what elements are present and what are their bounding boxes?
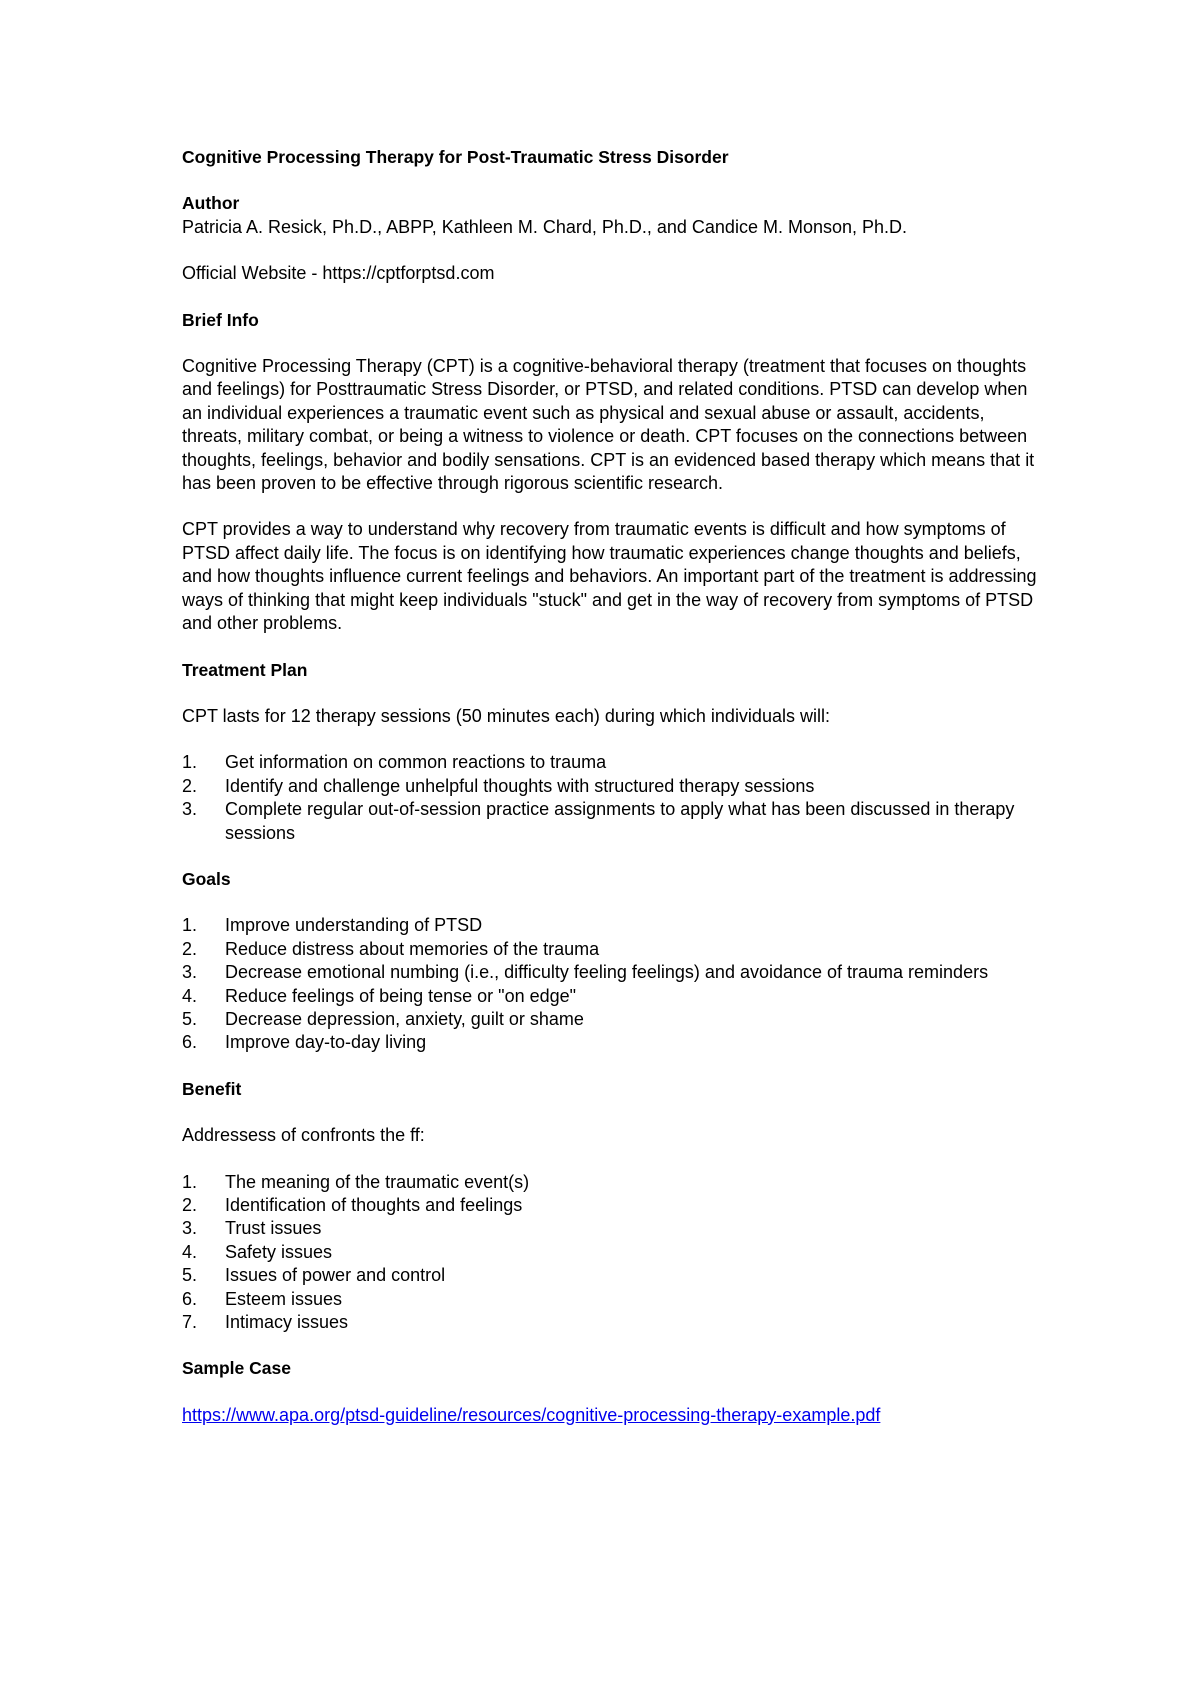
list-item (182, 914, 1042, 937)
list-item-number: 6. (182, 1288, 198, 1309)
list-item (182, 1194, 1042, 1217)
list-item (182, 961, 1042, 984)
document-title: Cognitive Processing Therapy for Post-Traumatic Stress Disorder (182, 147, 729, 167)
list-item-text: Get information on common reactions to trauma (225, 752, 607, 773)
treatment-plan-intro: CPT lasts for 12 therapy sessions (50 minutes each) during which individuals will: (182, 705, 830, 726)
list-item (182, 985, 1042, 1008)
benefit-intro: Addressess of confronts the ff: (182, 1125, 425, 1146)
brief-info-paragraph-1: Cognitive Processing Therapy (CPT) is a cognitive-behavioral therapy (treatment that focuses on thoughts and feelings) for Posttraumatic Stress Disorder, or PTSD, and related conditions. PTSD can develop when an individual experiences a traumatic event such as physical and sexual abuse or assault, accidents, threats, military combat, or being a witness to violence or death. CPT focuses on the connections between thoughts, feelings, behavior and bodily sensations. CPT is an evidenced based therapy which means that it has been proven to be effective through rigorous scientific research. (182, 356, 1035, 494)
list-item-number: 4. (182, 985, 198, 1006)
list-item-number: 1. (182, 1171, 198, 1192)
brief-info-heading: Brief Info (182, 309, 259, 330)
list-item-text: Decrease emotional numbing (i.e., difficulty feeling feelings) and avoidance of trauma reminders (225, 962, 989, 983)
list-item (182, 1288, 1042, 1311)
list-item-text: Intimacy issues (225, 1312, 349, 1333)
document-page (182, 146, 1042, 1427)
list-item (182, 1264, 1042, 1287)
list-item (182, 1171, 1042, 1194)
list-item-number: 2. (182, 1195, 198, 1215)
list-item-number: 5. (182, 1265, 198, 1286)
brief-info-paragraph-2: CPT provides a way to understand why recovery from traumatic events is difficult and how symptoms of PTSD affect daily life. The focus is on identifying how traumatic experiences change thoughts and beliefs, and how thoughts influence current feelings and behaviors. An important part of the treatment is addressing ways of thinking that might keep individuals "stuck" and get in the way of recovery from symptoms of PTSD and other problems. (182, 519, 1037, 634)
list-item-text: Identification of thoughts and feelings (225, 1195, 523, 1215)
list-item-text: Identify and challenge unhelpful thoughts with structured therapy sessions (225, 775, 815, 796)
list-item-number: 5. (182, 1008, 198, 1029)
sample-case-heading: Sample Case (182, 1358, 291, 1379)
list-item-text: Esteem issues (225, 1288, 343, 1309)
list-item-number: 1. (182, 752, 198, 773)
list-item-text: The meaning of the traumatic event(s) (225, 1171, 530, 1192)
list-item-number: 3. (182, 962, 198, 983)
list-item-number: 3. (182, 1218, 198, 1239)
list-item (182, 1241, 1042, 1264)
benefit-list (182, 1171, 1042, 1335)
list-item-number: 2. (182, 775, 198, 796)
list-item (182, 1008, 1042, 1031)
list-item-number: 1. (182, 915, 198, 936)
sample-case-link[interactable]: https://www.apa.org/ptsd-guideline/resources/cognitive-processing-therapy-example.pdf (182, 1404, 881, 1425)
list-item (182, 1217, 1042, 1240)
benefit-heading: Benefit (182, 1078, 242, 1099)
list-item-number: 7. (182, 1312, 198, 1333)
list-item-text: Improve understanding of PTSD (225, 915, 483, 936)
list-item (182, 938, 1042, 961)
list-item-number: 3. (182, 799, 198, 820)
list-item-number: 4. (182, 1241, 198, 1262)
goals-list (182, 914, 1042, 1054)
list-item-text: Safety issues (225, 1241, 333, 1262)
list-item-text: Reduce distress about memories of the trauma (225, 938, 600, 959)
list-item-text: Reduce feelings of being tense or "on edge" (225, 985, 577, 1006)
list-item-text: Complete regular out-of-session practice assignments to apply what has been discussed in therapy sessions (225, 799, 1015, 843)
author-heading: Author (182, 193, 240, 214)
official-website: Official Website - https://cptforptsd.com (182, 263, 495, 284)
list-item-text: Improve day-to-day living (225, 1032, 427, 1053)
list-item-text: Decrease depression, anxiety, guilt or shame (225, 1008, 584, 1029)
list-item-number: 6. (182, 1032, 198, 1053)
treatment-plan-heading: Treatment Plan (182, 659, 308, 680)
list-item (182, 775, 1042, 798)
treatment-plan-list (182, 751, 1042, 845)
list-item-text: Issues of power and control (225, 1265, 446, 1286)
list-item-number: 2. (182, 938, 198, 959)
list-item (182, 1031, 1042, 1054)
goals-heading: Goals (182, 868, 231, 889)
author-names: Patricia A. Resick, Ph.D., ABPP, Kathleen M. Chard, Ph.D., and Candice M. Monson, Ph.D. (182, 216, 908, 237)
list-item (182, 1311, 1042, 1334)
list-item (182, 751, 1042, 774)
list-item (182, 798, 1042, 845)
list-item-text: Trust issues (225, 1218, 322, 1239)
